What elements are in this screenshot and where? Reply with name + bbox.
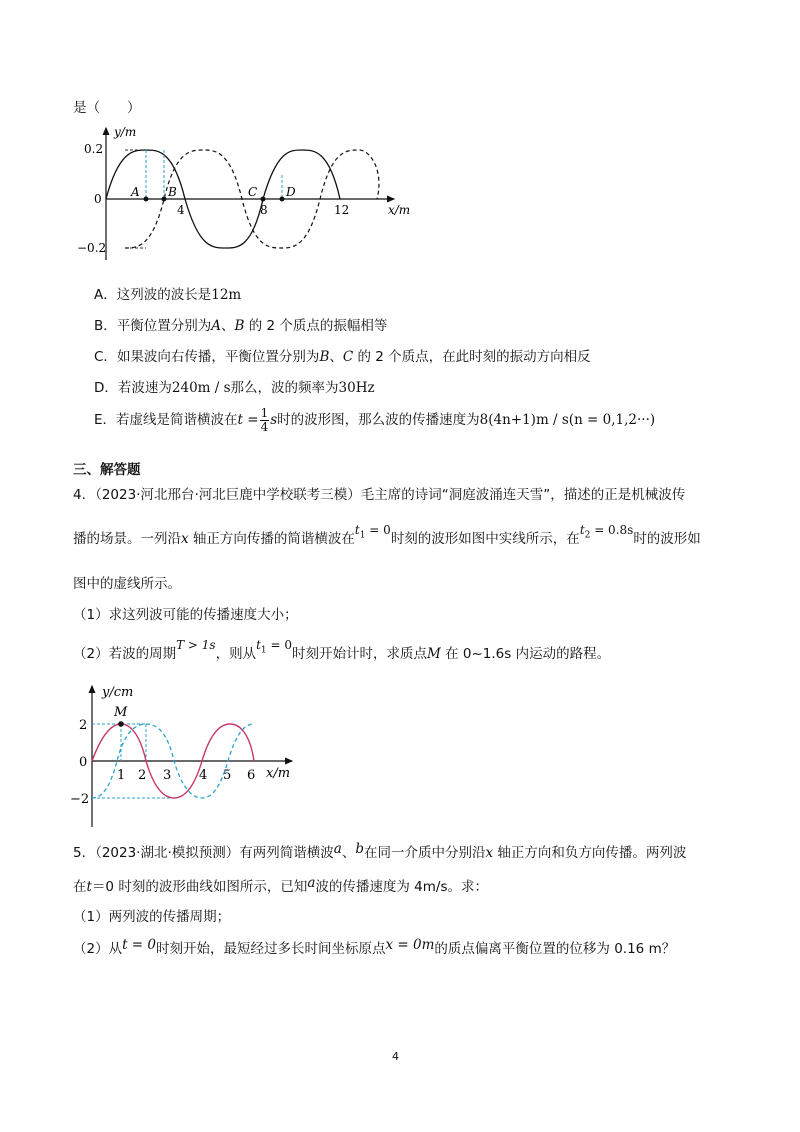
graph1-y-label: y/m xyxy=(114,125,137,139)
graph2-xtick-3: 3 xyxy=(163,768,172,783)
q5-line2: 在t＝0 时刻的波形曲线如图所示，已知a波的传播速度为 4m/s。求： xyxy=(73,875,489,895)
q4-sub1: （1）求这列波可能的传播速度大小； xyxy=(73,607,298,623)
graph2-y-label: y/cm xyxy=(102,685,134,700)
q4-line1: 4．（2023·河北邢台·河北巨鹿中学校联考三模）毛主席的诗词“洞庭波涌连天雪”，描述的正是机械波传 xyxy=(73,487,686,503)
graph2-ytick-pos: 2 xyxy=(79,718,88,733)
q3-wave-graph xyxy=(74,122,414,262)
graph1-point-C: C xyxy=(248,185,258,199)
graph1-xtick-12: 12 xyxy=(334,203,350,217)
section-heading: 三、解答题 xyxy=(73,462,141,478)
q3-option-e: E．若虚线是简谐横波在t = $\frac{1}{4}$ s时的波形图，那么波的传播速度为8(4n+1)m / s(n = 0,1,2···) xyxy=(94,406,656,434)
q3-option-c: C．如果波向右传播，平衡位置分别为B、C 的 2 个质点，在此时刻的振动方向相反 xyxy=(94,349,591,365)
graph2-xtick-6: 6 xyxy=(247,768,256,783)
q3-option-d: D．若波速为240m / s那么，波的频率为30Hz xyxy=(94,380,375,396)
graph1-ytick-pos: 0.2 xyxy=(84,142,104,156)
graph1-ytick-neg: −0.2 xyxy=(77,241,107,255)
graph2-ytick-zero: 0 xyxy=(79,755,88,770)
graph1-point-D: D xyxy=(286,185,296,199)
q3-option-b: B．平衡位置分别为A、B 的 2 个质点的振幅相等 xyxy=(94,318,388,334)
graph1-xtick-4: 4 xyxy=(177,203,185,217)
graph2-x-label: x/m xyxy=(266,766,291,781)
graph2-xtick-2: 2 xyxy=(138,768,147,783)
q3-option-a: A．这列波的波长是12m xyxy=(94,287,242,303)
q4-sub2: （2）若波的周期T > 1s，则从$t_1 = 0$时刻开始计时，求质点M 在 0~1.6s 内运动的路程。 xyxy=(73,638,611,662)
q5-line1: 5．（2023·湖北·模拟预测）有两列简谐横波a、b在同一介质中分别沿x 轴正方向和负方向传播。两列波 xyxy=(73,841,687,861)
q5-sub1: （1）两列波的传播周期； xyxy=(73,909,231,925)
graph2-xtick-5: 5 xyxy=(223,768,232,783)
q3-stem-tail: 是（ ） xyxy=(73,100,141,116)
graph1-ytick-zero: 0 xyxy=(94,192,102,206)
graph1-x-label: x/m xyxy=(388,203,411,217)
page-number: 4 xyxy=(392,1050,399,1063)
q4-wave-graph xyxy=(70,682,300,832)
graph1-point-B: B xyxy=(168,185,177,199)
graph1-xtick-8: 8 xyxy=(260,203,268,217)
q4-line3: 图中的虚线所示。 xyxy=(73,576,181,592)
fraction-quarter: $\frac{1}{4}$ xyxy=(260,406,269,434)
graph2-xtick-1: 1 xyxy=(117,768,126,783)
graph2-point-M: M xyxy=(114,705,128,720)
graph2-xtick-4: 4 xyxy=(199,768,208,783)
graph1-point-A: A xyxy=(131,185,140,199)
graph2-ytick-neg: −2 xyxy=(70,792,90,807)
q4-line2: 播的场景。一列沿x 轴正方向传播的简谐横波在$t_1 = 0$时刻的波形如图中实线所示，在$t_2 = 0.8s$时的波形如 xyxy=(73,523,701,547)
q5-sub2: （2）从t = 0时刻开始，最短经过多长时间坐标原点x = 0m的质点偏离平衡位置的位移为 0.16 m？ xyxy=(73,937,676,957)
